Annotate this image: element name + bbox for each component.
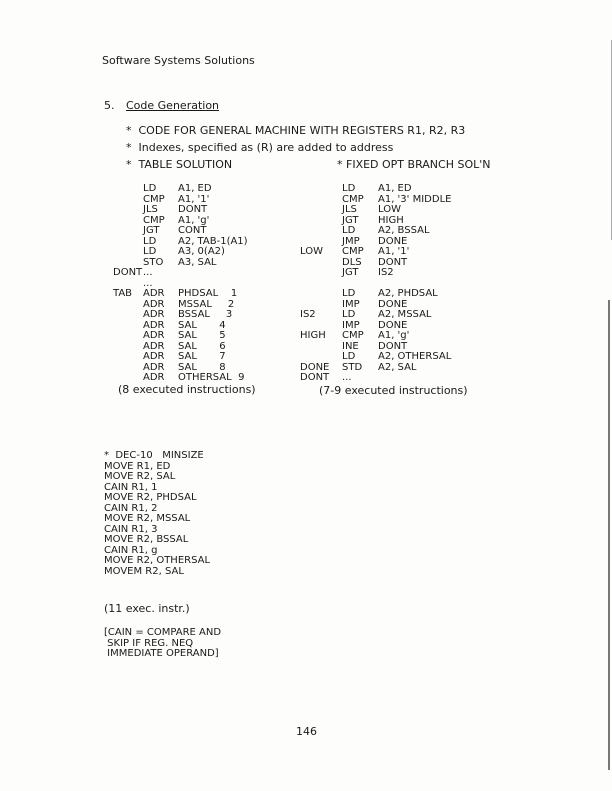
dec10-line: * DEC-10 MINSIZE [104, 450, 204, 461]
code-operand: A2, OTHERSAL [378, 351, 452, 362]
code-opcode: LD [143, 246, 157, 257]
code-operand: A2, BSSAL [378, 225, 430, 236]
code-opcode: LD [342, 351, 356, 362]
code-opcode: STO [143, 256, 164, 268]
code-operand: DONE [378, 298, 408, 310]
code-operand: OTHERSAL 9 [178, 372, 245, 383]
dec10-line: CAIN R1, 2 [104, 502, 158, 514]
code-opcode: CMP [342, 330, 364, 341]
code-opcode: ... [143, 267, 153, 278]
code-opcode: CMP [342, 193, 364, 205]
dec10-line: CAIN R1, 1 [104, 481, 158, 493]
code-opcode: ... [342, 372, 352, 383]
code-label: IS2 [300, 309, 316, 320]
code-opcode: CMP [143, 193, 165, 205]
code-operand: A1, '1' [178, 193, 210, 205]
code-operand: A1, '3' MIDDLE [378, 193, 452, 205]
code-opcode: CMP [342, 246, 364, 257]
dec10-line: MOVE R2, MSSAL [104, 513, 191, 524]
code-operand: A1, 'g' [378, 330, 410, 341]
code-operand: A2, SAL [378, 361, 417, 373]
right-footer: (7-9 executed instructions) [319, 384, 468, 397]
code-operand: DONE [378, 319, 408, 331]
code-operand: A2, TAB-1(A1) [178, 235, 248, 247]
page-number: 146 [296, 725, 317, 738]
bullet-3: * TABLE SOLUTION [126, 158, 233, 171]
code-opcode: DLS [342, 256, 362, 268]
running-header: Software Systems Solutions [102, 54, 255, 67]
code-opcode: LD [342, 309, 356, 320]
dec10-line: MOVE R2, BSSAL [104, 534, 189, 545]
cain-note [104, 627, 221, 659]
code-operand: SAL 7 [178, 351, 226, 362]
code-operand: HIGH [378, 214, 404, 226]
code-opcode: JGT [342, 267, 359, 278]
code-opcode: ADR [143, 288, 165, 299]
code-opcode: JLS [342, 204, 357, 215]
dec10-listing [104, 450, 210, 576]
section-title: Code Generation [126, 99, 220, 112]
code-operand: SAL 8 [178, 361, 226, 373]
code-opcode: CMP [143, 214, 165, 226]
code-opcode: LD [342, 288, 356, 299]
section-number: 5. [104, 99, 115, 112]
bullet-2: * Indexes, specified as (R) are added to address [126, 141, 394, 154]
code-opcode: ADR [143, 298, 165, 310]
code-label: HIGH [300, 330, 326, 341]
code-opcode: IMP [342, 298, 360, 310]
note-line: [CAIN = COMPARE AND [104, 627, 222, 638]
code-operand: MSSAL 2 [178, 298, 235, 310]
code-label: LOW [300, 246, 323, 257]
code-label: DONT [113, 267, 143, 278]
code-operand: CONT [178, 225, 207, 236]
code-opcode: ADR [143, 319, 165, 331]
dec10-line: MOVE R1, ED [104, 460, 171, 472]
code-label: TAB [113, 288, 133, 299]
code-operand: LOW [378, 204, 401, 215]
code-opcode: ... [143, 277, 153, 289]
code-label: DONT [300, 372, 330, 383]
code-opcode: ADR [143, 361, 165, 373]
code-opcode: JMP [342, 235, 360, 247]
code-opcode: IMP [342, 319, 360, 331]
code-opcode: JLS [143, 204, 158, 215]
code-label: DONE [300, 361, 330, 373]
dec10-line: MOVE R2, SAL [104, 471, 176, 482]
note-line: SKIP IF REG. NEQ [104, 637, 194, 649]
code-opcode: LD [342, 225, 356, 236]
bullet-1: * CODE FOR GENERAL MACHINE WITH REGISTERS R1, R2, R3 [126, 124, 466, 137]
code-operand: BSSAL 3 [178, 309, 233, 320]
code-operand: A1, '1' [378, 246, 410, 257]
code-opcode: LD [143, 183, 157, 194]
code-opcode: ADR [143, 340, 165, 352]
code-opcode: INE [342, 340, 359, 352]
right-heading: * FIXED OPT BRANCH SOL'N [337, 158, 491, 171]
code-opcode: STD [342, 361, 363, 373]
code-operand: SAL 5 [178, 330, 226, 341]
dec10-line: MOVE R2, PHDSAL [104, 492, 197, 503]
code-operand: A2, MSSAL [378, 309, 432, 320]
scan-edge [608, 300, 610, 770]
dec10-line: MOVE R2, OTHERSAL [104, 555, 211, 566]
code-opcode: LD [143, 235, 157, 247]
code-operand: A3, SAL [178, 256, 217, 268]
code-operand: A1, ED [178, 183, 212, 194]
code-opcode: JGT [143, 225, 160, 236]
code-operand: A3, 0(A2) [178, 246, 225, 257]
code-operand: DONE [378, 235, 408, 247]
dec10-exec-count: (11 exec. instr.) [104, 602, 190, 615]
code-operand: A2, PHDSAL [378, 288, 438, 299]
code-operand: DONT [378, 340, 408, 352]
code-operand: DONT [378, 256, 408, 268]
code-opcode: ADR [143, 309, 165, 320]
code-opcode: LD [342, 183, 356, 194]
left-footer: (8 executed instructions) [118, 383, 256, 396]
code-operand: A1, 'g' [178, 214, 210, 226]
dec10-line: MOVEM R2, SAL [104, 565, 184, 577]
dec10-line: CAIN R1, 3 [104, 523, 158, 535]
code-operand: A1, ED [378, 183, 412, 194]
code-operand: PHDSAL 1 [178, 288, 238, 299]
dec10-line: CAIN R1, g [104, 544, 158, 556]
code-operand: DONT [178, 204, 208, 215]
code-opcode: ADR [143, 330, 165, 341]
code-opcode: ADR [143, 351, 165, 362]
code-opcode: JGT [342, 214, 359, 226]
note-line: IMMEDIATE OPERAND] [104, 648, 219, 659]
code-operand: IS2 [378, 267, 394, 278]
code-opcode: ADR [143, 372, 165, 383]
code-operand: SAL 4 [178, 319, 226, 331]
code-operand: SAL 6 [178, 340, 226, 352]
